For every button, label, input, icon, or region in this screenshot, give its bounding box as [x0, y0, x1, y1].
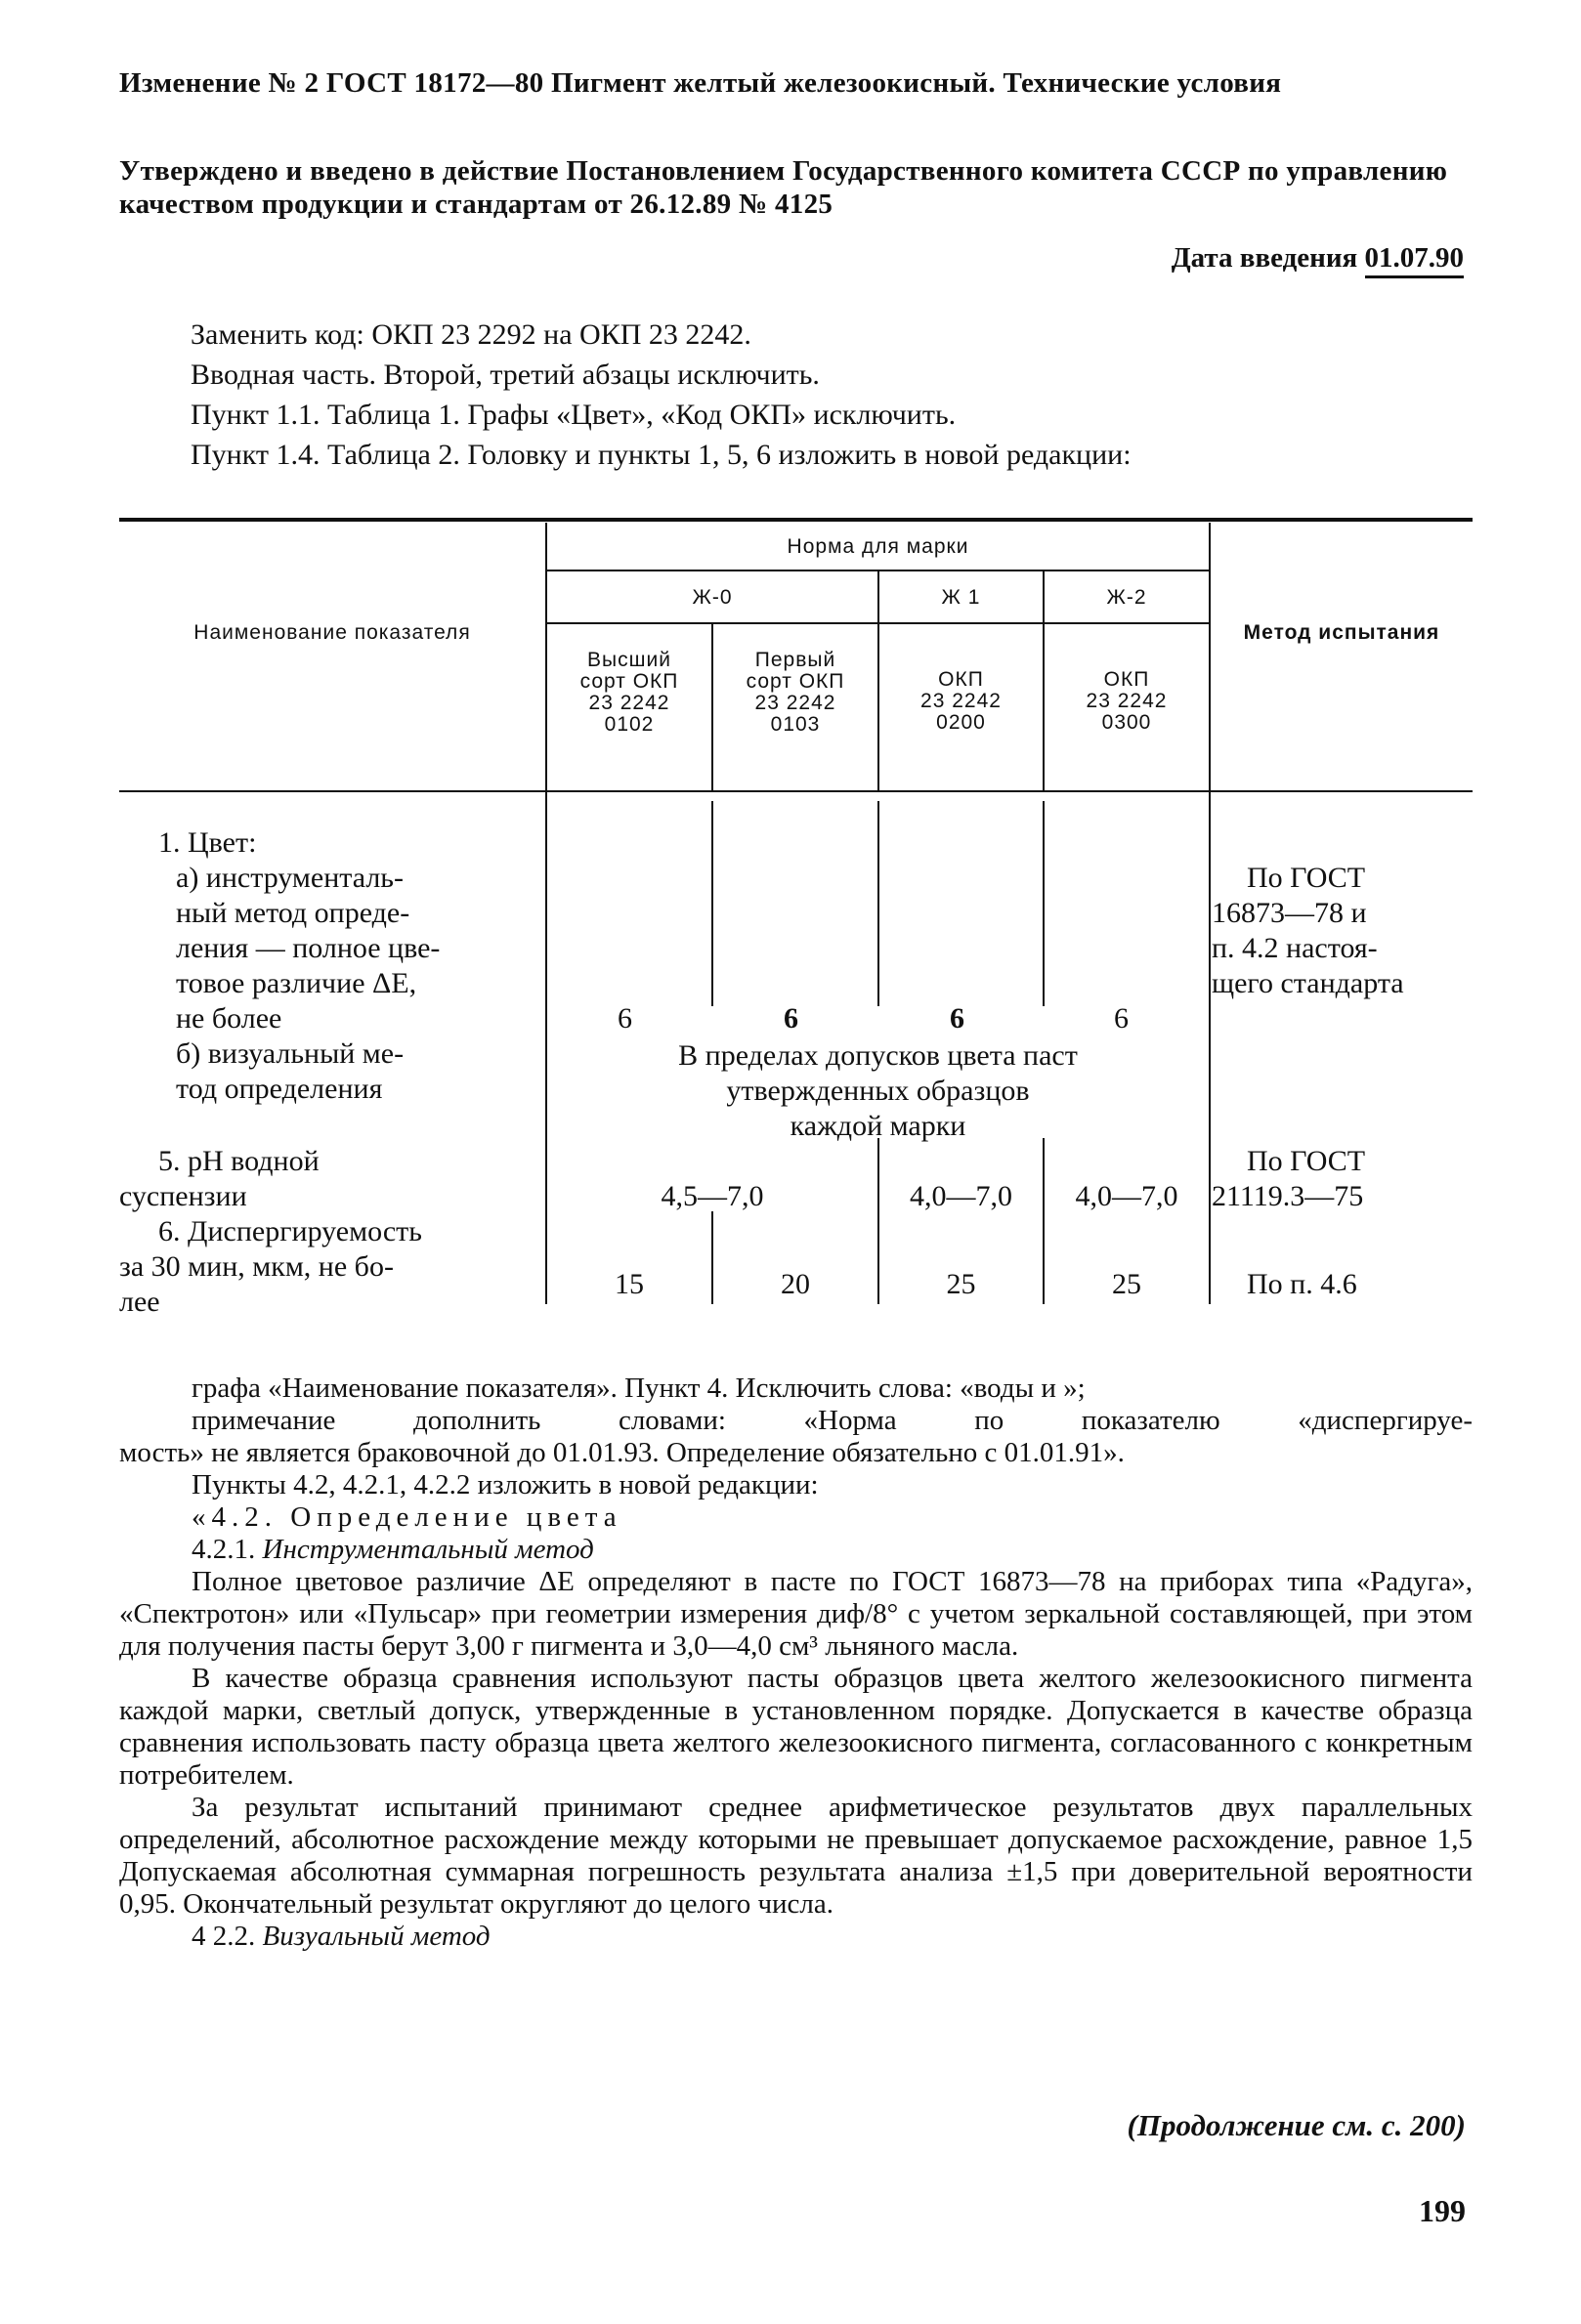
table-col-rule: [1043, 801, 1045, 1006]
table-header-rule: [119, 790, 1473, 792]
row-color-name: 1. Цвет: а) инструменталь- ный метод опреде- ления — полное цве- товое различие ΔE, не более б) визуальный ме- тод определения: [158, 826, 441, 1105]
visual-method-norm: В пределах допусков цвета паст утвержденных образцов каждой марки: [678, 1039, 1078, 1142]
intro-instructions: [191, 315, 1490, 475]
page-number: 199: [1419, 2193, 1466, 2228]
subcol-header: ОКП 23 2242 0200: [920, 668, 1002, 734]
amendment-title: Изменение № 2 ГОСТ 18172—80 Пигмент желтый железоокисный. Технические условия: [119, 67, 1282, 99]
intro-line: Пункт 1.4. Таблица 2. Головку и пункты 1, 5, 6 изложить в новой редакции:: [191, 439, 1132, 471]
group-header-zh1: Ж 1: [941, 586, 981, 609]
value-cell: 4,0—7,0: [910, 1180, 1012, 1212]
row-ph-name: 5. pH водной суспензии: [119, 1145, 320, 1212]
row-dispersibility-name: 6. Диспергируемость за 30 мин, мкм, не бо- лее: [119, 1215, 422, 1318]
value-cell: 4,0—7,0: [1075, 1180, 1178, 1212]
paragraph: примечание дополнить словами: «Норма по показателю «диспергируе-: [192, 1405, 1473, 1436]
paragraph: За результат испытаний принимают среднее арифметическое результатов двух параллельных определений, абсолютное расхождение между которыми не превышает допускаемое расхождение, равное 1,5 Допускаемая абсолютная суммарная погрешность результата анализа ±1,5 при доверительной вероятности 0,95. Окончательный результат округляют до целого числа.: [119, 1792, 1473, 1920]
subcol-header: Высший сорт ОКП 23 2242 0102: [579, 649, 679, 736]
subcol-header: ОКП 23 2242 0300: [1086, 668, 1168, 734]
value-cell: 25: [946, 1268, 976, 1300]
norms-table: [119, 513, 1473, 1318]
row-color-method: По ГОСТ 16873—78 и п. 4.2 настоя- щего стандарта: [1212, 862, 1404, 999]
effective-date-label: Дата введения: [1171, 242, 1358, 274]
amendment-body: [119, 1373, 1473, 1953]
col-header-indicator: Наименование показателя: [193, 621, 471, 644]
section-heading: «4.2. Определение цвета: [192, 1501, 622, 1533]
value-cell: 6: [950, 1002, 964, 1035]
value-cell: 15: [615, 1268, 644, 1300]
col-header-method: Метод испытания: [1243, 621, 1440, 644]
paragraph: Полное цветовое различие ΔE определяют в пасте по ГОСТ 16873—78 на приборах типа «Радуга», «Спектротон» или «Пульсар» при геометрии измерения диф/8° с учетом зеркальной составляющей, при этом для получения пасты берут 3,00 г пигмента и 3,0—4,0 см³ льняного масла.: [119, 1566, 1473, 1662]
value-cell: 4,5—7,0: [661, 1180, 764, 1212]
table-col-rule: [711, 801, 713, 1006]
paragraph: графа «Наименование показателя». Пункт 4. Исключить слова: «воды и »;: [192, 1373, 1086, 1404]
intro-line: Пункт 1.1. Таблица 1. Графы «Цвет», «Код ОКП» исключить.: [191, 399, 957, 431]
group-header-zh2: Ж-2: [1106, 586, 1147, 609]
paragraph: В качестве образца сравнения используют пасты образцов цвета желтого железоокисного пигмента каждой марки, светлый допуск, утвержденные в установленном порядке. Допускается в качестве образца сравнения использовать пасту образца цвета желтого железоокисного пигмента, согласованного с конкретным потребителем.: [119, 1663, 1473, 1791]
continuation-note: (Продолжение см. с. 200): [1127, 2108, 1466, 2142]
value-cell: 6: [784, 1002, 798, 1035]
paragraph: Пункты 4.2, 4.2.1, 4.2.2 изложить в новой редакции:: [192, 1469, 819, 1500]
effective-date: [1172, 242, 1464, 275]
intro-line: Заменить код: ОКП 23 2292 на ОКП 23 2242.: [191, 318, 751, 351]
value-cell: 6: [618, 1002, 632, 1035]
row-dispersibility-method: По п. 4.6: [1247, 1268, 1357, 1300]
paragraph: мость» не является браковочной до 01.01.93. Определение обязательно с 01.01.91».: [119, 1437, 1125, 1468]
table-top-rule: [119, 518, 1473, 522]
value-cell: 20: [781, 1268, 810, 1300]
row-ph-method: По ГОСТ 21119.3—75: [1212, 1145, 1366, 1212]
value-cell: 25: [1112, 1268, 1141, 1300]
subcol-header: Первый сорт ОКП 23 2242 0103: [746, 649, 845, 736]
table-col-rule: [877, 801, 879, 1006]
col-header-norm: Норма для марки: [787, 535, 969, 558]
intro-line: Вводная часть. Второй, третий абзацы исключить.: [191, 359, 820, 391]
value-cell: 6: [1114, 1002, 1129, 1035]
subsection-heading: 4 2.2. Визуальный метод: [192, 1921, 491, 1952]
subsection-heading: 4.2.1. Инструментальный метод: [192, 1534, 594, 1565]
group-header-zh0: Ж-0: [692, 586, 733, 609]
effective-date-value: 01.07.90: [1365, 242, 1465, 278]
approval-statement: Утверждено и введено в действие Постановлением Государственного комитета СССР по управлению качеством продукции и стандартам от 26.12.89 № 4125: [119, 155, 1448, 220]
